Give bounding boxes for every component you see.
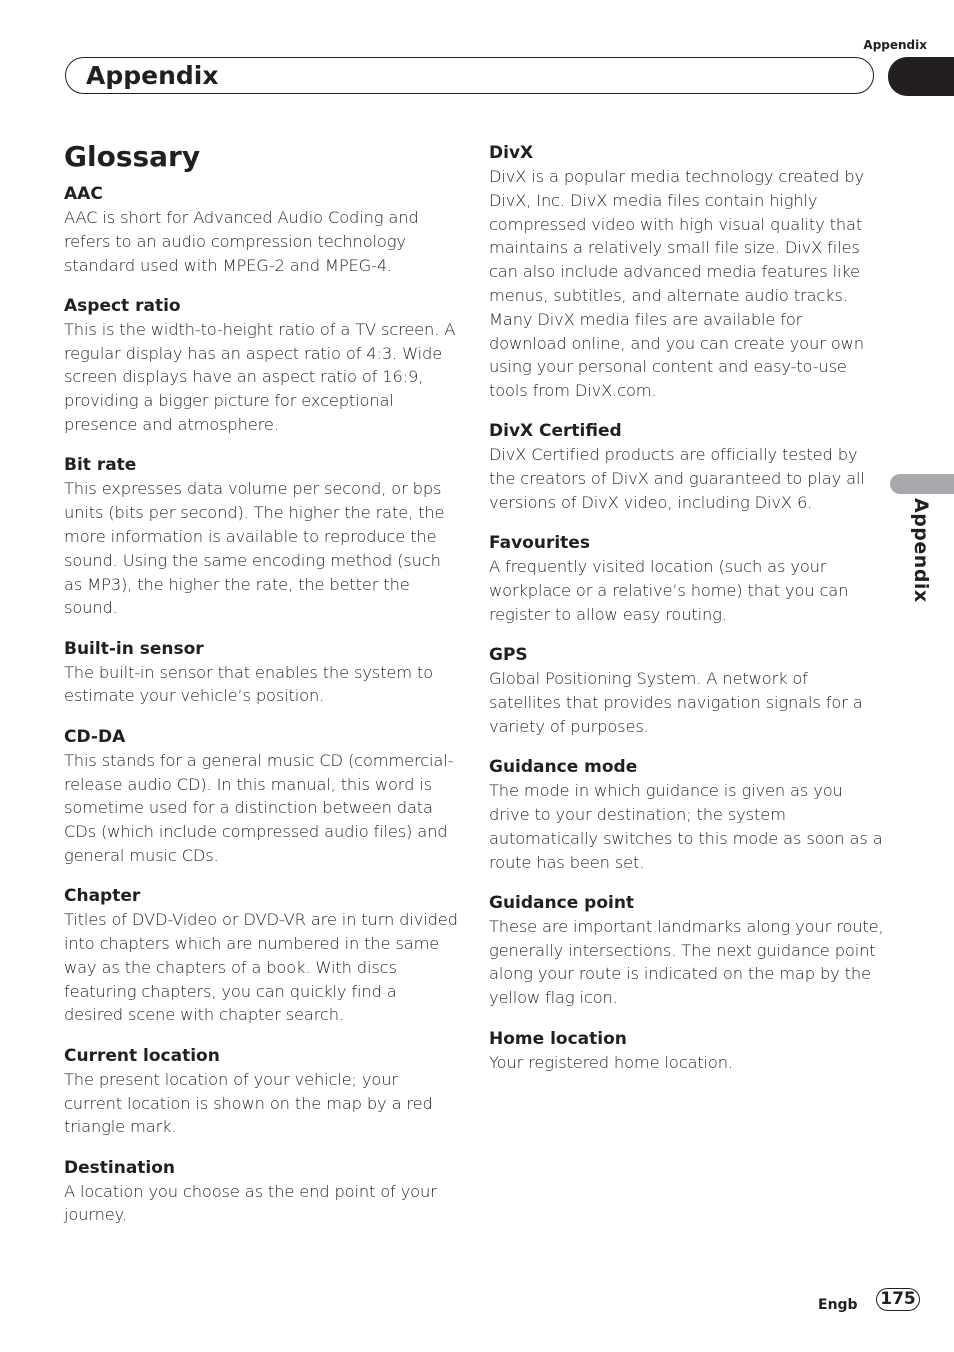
glossary-definition: A frequently visited location (such as your workplace or a relative’s home) that you can register to allow easy routing. xyxy=(489,557,849,624)
glossary-entry xyxy=(489,755,884,874)
glossary-definition: DivX Certified products are officially tested by the creators of DivX and guaranteed to play all versions of DivX video, including DivX 6. xyxy=(489,445,865,513)
side-tab-marker xyxy=(890,474,954,494)
glossary-term: Destination xyxy=(64,1157,176,1178)
glossary-entry xyxy=(64,725,459,868)
glossary-term: Home location xyxy=(489,1028,627,1049)
glossary-term: GPS xyxy=(489,645,528,666)
glossary-definition: A location you choose as the end point of your journey. xyxy=(64,1181,437,1225)
glossary-definition: Titles of DVD-Video or DVD-VR are in turn divided into chapters which are numbered in the same way as the chapters of a book. With discs featuring chapters, you can quickly find a desired scene with chapter search. xyxy=(64,910,458,1025)
glossary-definition: This expresses data volume per second, or bps units (bits per second). The higher the rate, the more information is available to reproduce the sound. Using the same encoding method (such as MP3), the higher the rate, the better the sound. xyxy=(64,479,445,618)
glossary-term: AAC xyxy=(64,184,103,204)
running-head: Appendix xyxy=(863,38,927,52)
glossary-entry xyxy=(64,1044,459,1139)
glossary-entry xyxy=(489,531,884,626)
glossary-term: DivX Certified xyxy=(489,421,622,442)
glossary-entry xyxy=(489,419,884,514)
glossary-definition: This is the width-to-height ratio of a TV screen. A regular display has an aspect ratio of 4:3. Wide screen displays have an aspect ratio of 16:9, providing a bigger picture for exceptional presence and atmosphere. xyxy=(64,319,456,435)
glossary-entry xyxy=(64,453,459,620)
glossary-term: Bit rate xyxy=(64,455,137,476)
section-title: Appendix xyxy=(86,61,219,90)
glossary-term: DivX xyxy=(489,143,534,163)
glossary-definition: DivX is a popular media technology created by DivX, Inc. DivX media files contain highly compressed video with high visual quality that maintains a relatively small file size. DivX files can also include advanced media features like menus, subtitles, and alternate audio tracks. Many DivX media files are available for download online, and you can create your own using your personal content and easy-to-use tools from DivX.com. xyxy=(489,167,864,401)
glossary-definition: AAC is short for Advanced Audio Coding and refers to an audio compression technology standard used with MPEG-2 and MPEG-4. xyxy=(64,208,419,275)
footer-language-code: Engb xyxy=(818,1297,858,1313)
page-title: Glossary xyxy=(64,140,201,173)
glossary-definition: The mode in which guidance is given as you drive to your destination; the system automatically switches to this mode as soon as a route has been set. xyxy=(489,781,883,872)
glossary-term: Current location xyxy=(64,1045,220,1066)
glossary-term: CD-DA xyxy=(64,726,126,747)
glossary-right-column xyxy=(489,141,884,1091)
glossary-definition: This stands for a general music CD (commercial-release audio CD). In this manual, this word is sometime used for a distinction between data CDs (which include compressed audio files) and general music CDs. xyxy=(64,750,454,865)
glossary-entry xyxy=(64,637,459,709)
section-header-bar xyxy=(65,57,874,94)
glossary-entry xyxy=(64,182,459,277)
glossary-entry xyxy=(489,1027,884,1075)
glossary-definition: These are important landmarks along your route, generally intersections. The next guidance point along your route is indicated on the map by the yellow flag icon. xyxy=(489,916,884,1008)
glossary-entry xyxy=(64,294,459,437)
glossary-entry xyxy=(64,884,459,1027)
glossary-entry xyxy=(489,891,884,1010)
glossary-term: Aspect ratio xyxy=(64,295,181,316)
section-black-tab xyxy=(888,57,954,96)
side-tab-label: Appendix xyxy=(910,498,932,603)
glossary-left-column xyxy=(64,182,459,1244)
glossary-entry xyxy=(64,1156,459,1228)
glossary-entry xyxy=(489,141,884,403)
glossary-definition: The present location of your vehicle; your current location is shown on the map by a red triangle mark. xyxy=(64,1069,433,1137)
glossary-definition: Your registered home location. xyxy=(489,1052,733,1072)
page-number: 175 xyxy=(876,1288,920,1311)
glossary-entry xyxy=(489,643,884,738)
glossary-term: Favourites xyxy=(489,533,590,554)
glossary-term: Chapter xyxy=(64,886,141,907)
glossary-term: Guidance mode xyxy=(489,757,638,778)
glossary-term: Built-in sensor xyxy=(64,638,204,659)
glossary-definition: Global Positioning System. A network of satellites that provides navigation signals for a variety of purposes. xyxy=(489,669,863,736)
glossary-term: Guidance point xyxy=(489,892,635,913)
glossary-definition: The built-in sensor that enables the system to estimate your vehicle’s position. xyxy=(64,662,434,706)
